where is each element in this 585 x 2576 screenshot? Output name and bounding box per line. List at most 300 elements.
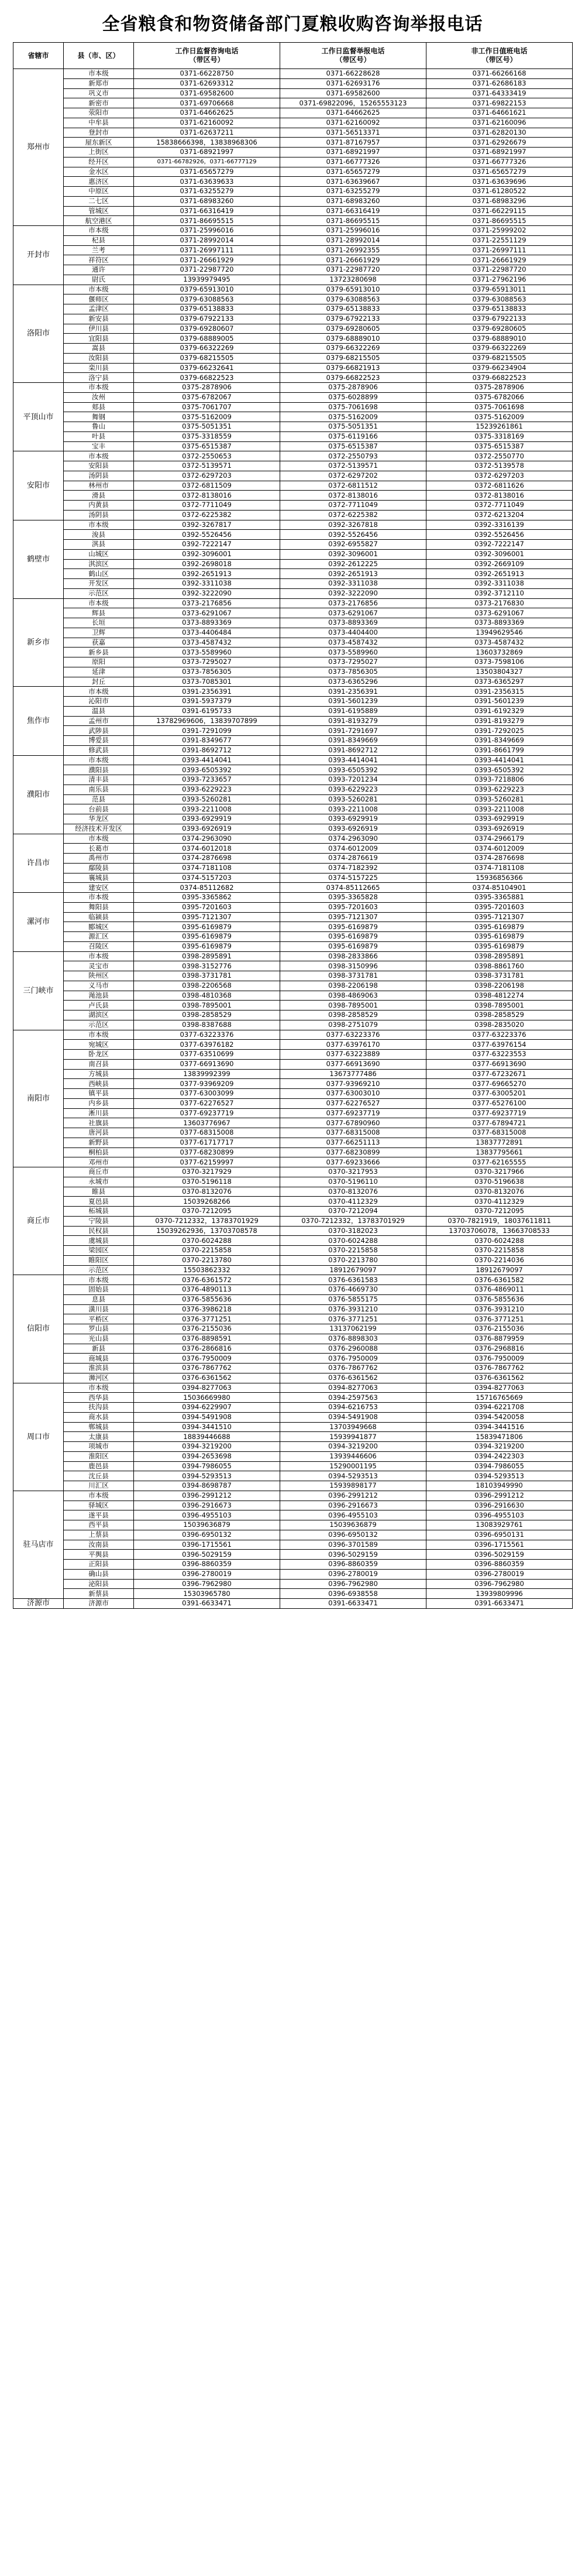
table-row: [13, 501, 573, 511]
county-cell: 上蔡县: [64, 1530, 134, 1540]
workday-consult-phone: 0371-68983260: [134, 196, 280, 206]
workday-consult-phone: 0374-2876698: [134, 854, 280, 864]
nonworkday-duty-phone: 0379-66822523: [426, 373, 573, 383]
workday-consult-phone: 0395-6169879: [134, 922, 280, 932]
table-row: [13, 834, 573, 844]
workday-report-phone: 0392-3096001: [280, 549, 426, 559]
city-cell: 安阳市: [13, 451, 64, 520]
nonworkday-duty-phone: 0377-63005201: [426, 1089, 573, 1099]
workday-consult-phone: 13839992399: [134, 1069, 280, 1079]
table-row: [13, 128, 573, 138]
table-row: [13, 736, 573, 746]
table-row: [13, 1138, 573, 1147]
nonworkday-duty-phone: 0396-8860359: [426, 1560, 573, 1570]
workday-report-phone: 0377-63223376: [280, 1030, 426, 1040]
workday-report-phone: 0372-6225382: [280, 510, 426, 520]
table-row: [13, 854, 573, 864]
workday-consult-phone: 0373-7085301: [134, 677, 280, 687]
table-row: [13, 304, 573, 314]
workday-report-phone: 0377-63976170: [280, 1040, 426, 1050]
workday-report-phone: 0371-22987720: [280, 265, 426, 275]
table-row: [13, 1599, 573, 1609]
county-cell: 唐河县: [64, 1128, 134, 1138]
table-row: [13, 235, 573, 245]
workday-consult-phone: 0371-69706668: [134, 98, 280, 108]
workday-consult-phone: 0396-2780019: [134, 1569, 280, 1579]
table-row: [13, 471, 573, 481]
nonworkday-duty-phone: 0379-66234904: [426, 363, 573, 373]
table-row: [13, 941, 573, 951]
workday-consult-phone: 0396-8860359: [134, 1560, 280, 1570]
table-row: [13, 392, 573, 402]
county-cell: 航空港区: [64, 216, 134, 226]
table-row: [13, 108, 573, 118]
table-row: [13, 334, 573, 344]
workday-report-phone: 0391-6195889: [280, 706, 426, 716]
county-cell: 市本级: [64, 69, 134, 79]
city-cell: 三门峡市: [13, 951, 64, 1030]
table-row: [13, 1030, 573, 1040]
table-row: [13, 588, 573, 598]
workday-report-phone: 0376-8898303: [280, 1334, 426, 1344]
workday-report-phone: 0394-3219200: [280, 1442, 426, 1452]
table-row: [13, 1530, 573, 1540]
workday-consult-phone: 0376-7867762: [134, 1364, 280, 1373]
table-row: [13, 1412, 573, 1422]
table-row: [13, 1059, 573, 1069]
workday-consult-phone: 0374-2963090: [134, 834, 280, 844]
table-row: [13, 177, 573, 187]
workday-report-phone: 0370-2215858: [280, 1246, 426, 1256]
workday-report-phone: 0371-62160092: [280, 118, 426, 128]
county-cell: 柘城县: [64, 1207, 134, 1217]
county-cell: 孟州市: [64, 716, 134, 726]
table-row: [13, 1560, 573, 1570]
nonworkday-duty-phone: 0371-65657279: [426, 167, 573, 177]
table-row: [13, 657, 573, 667]
workday-report-phone: 0391-8193279: [280, 716, 426, 726]
workday-consult-phone: 0379-63088563: [134, 294, 280, 304]
workday-consult-phone: 0391-8692712: [134, 745, 280, 755]
nonworkday-duty-phone: 0371-86695515: [426, 216, 573, 226]
workday-consult-phone: 0376-3986218: [134, 1304, 280, 1314]
workday-report-phone: 0394-5491908: [280, 1412, 426, 1422]
workday-consult-phone: 0392-3222090: [134, 588, 280, 598]
workday-consult-phone: 0392-2651913: [134, 569, 280, 579]
county-cell: 扶沟县: [64, 1403, 134, 1413]
nonworkday-duty-phone: 0398-8861760: [426, 961, 573, 971]
workday-consult-phone: 0396-7962980: [134, 1579, 280, 1589]
nonworkday-duty-phone: 0371-22551129: [426, 235, 573, 245]
nonworkday-duty-phone: 0374-7181108: [426, 863, 573, 873]
workday-consult-phone: 0376-5855636: [134, 1294, 280, 1304]
workday-report-phone: 13703949668: [280, 1422, 426, 1432]
workday-report-phone: 0373-8893369: [280, 618, 426, 628]
county-cell: 市本级: [64, 893, 134, 903]
table-row: [13, 461, 573, 471]
nonworkday-duty-phone: 0377-63223376: [426, 1030, 573, 1040]
county-cell: 桐柏县: [64, 1147, 134, 1157]
county-cell: 民权县: [64, 1226, 134, 1236]
county-cell: 通许: [64, 265, 134, 275]
table-row: [13, 687, 573, 697]
workday-consult-phone: 0398-3152776: [134, 961, 280, 971]
workday-report-phone: 0393-4414041: [280, 755, 426, 765]
county-cell: 华龙区: [64, 814, 134, 824]
county-cell: 淇滨区: [64, 559, 134, 569]
county-cell: 正阳县: [64, 1560, 134, 1570]
nonworkday-duty-phone: 0375-2878906: [426, 383, 573, 393]
table-row: [13, 1314, 573, 1324]
county-cell: 邓州市: [64, 1157, 134, 1167]
county-cell: 南乐县: [64, 785, 134, 794]
table-row: [13, 1540, 573, 1550]
table-row: [13, 441, 573, 451]
table-row: [13, 1520, 573, 1530]
nonworkday-duty-phone: 0374-2966179: [426, 834, 573, 844]
table-row: [13, 775, 573, 785]
workday-report-phone: 0393-6505392: [280, 765, 426, 775]
workday-report-phone: 0371-68983260: [280, 196, 426, 206]
workday-consult-phone: 0375-7061707: [134, 402, 280, 412]
table-row: [13, 1344, 573, 1354]
workday-consult-phone: 0394-2653698: [134, 1451, 280, 1461]
nonworkday-duty-phone: 0376-5855636: [426, 1294, 573, 1304]
table-row: [13, 569, 573, 579]
county-cell: 临颍县: [64, 912, 134, 922]
table-row: [13, 1579, 573, 1589]
workday-report-phone: 0370-6024288: [280, 1236, 426, 1246]
county-cell: 叶县: [64, 431, 134, 441]
county-cell: 淇县: [64, 540, 134, 550]
workday-consult-phone: 0377-62159997: [134, 1157, 280, 1167]
nonworkday-duty-phone: 0373-6291067: [426, 608, 573, 618]
nonworkday-duty-phone: 0394-2422303: [426, 1451, 573, 1461]
nonworkday-duty-phone: 0392-3096001: [426, 549, 573, 559]
workday-consult-phone: 0370-2213780: [134, 1255, 280, 1265]
county-cell: 二七区: [64, 196, 134, 206]
table-row: [13, 294, 573, 304]
workday-report-phone: 0377-68315008: [280, 1128, 426, 1138]
workday-consult-phone: 0391-5937379: [134, 697, 280, 707]
nonworkday-duty-phone: 0372-2550770: [426, 451, 573, 461]
county-cell: 偃师区: [64, 294, 134, 304]
county-cell: 市本级: [64, 1491, 134, 1501]
workday-report-phone: 0393-5260281: [280, 794, 426, 804]
table-row: [13, 265, 573, 275]
workday-consult-phone: 0374-7181108: [134, 863, 280, 873]
table-row: [13, 1471, 573, 1481]
county-cell: 林州市: [64, 481, 134, 491]
workday-report-phone: 0371-69822096，15265553123: [280, 98, 426, 108]
nonworkday-duty-phone: 0375-3318169: [426, 431, 573, 441]
workday-report-phone: 0372-6297202: [280, 471, 426, 481]
nonworkday-duty-phone: 0372-7711049: [426, 501, 573, 511]
nonworkday-duty-phone: 0393-6926919: [426, 824, 573, 834]
county-cell: 平舆县: [64, 1550, 134, 1560]
county-cell: 范县: [64, 794, 134, 804]
county-cell: 项城市: [64, 1442, 134, 1452]
table-row: [13, 922, 573, 932]
table-row: [13, 1481, 573, 1491]
table-row: [13, 88, 573, 98]
workday-consult-phone: 0372-8138016: [134, 491, 280, 501]
table-row: [13, 78, 573, 88]
workday-consult-phone: 0395-7121307: [134, 912, 280, 922]
county-cell: 经济技术开发区: [64, 824, 134, 834]
county-cell: 金水区: [64, 167, 134, 177]
workday-report-phone: 0396-2991212: [280, 1491, 426, 1501]
county-cell: 祥符区: [64, 255, 134, 265]
nonworkday-duty-phone: 0370-7212095: [426, 1207, 573, 1217]
workday-report-phone: 0375-7061698: [280, 402, 426, 412]
table-row: [13, 1246, 573, 1256]
nonworkday-duty-phone: 0376-4869011: [426, 1285, 573, 1295]
nonworkday-duty-phone: 13083929761: [426, 1520, 573, 1530]
workday-report-phone: 0376-7867762: [280, 1364, 426, 1373]
workday-report-phone: 0376-7950009: [280, 1354, 426, 1364]
header-city: 省辖市: [13, 43, 64, 69]
workday-report-phone: 0391-6633471: [280, 1599, 426, 1609]
workday-consult-phone: 0377-68230899: [134, 1147, 280, 1157]
nonworkday-duty-phone: 13837795661: [426, 1147, 573, 1157]
nonworkday-duty-phone: 0398-4812274: [426, 991, 573, 1001]
workday-consult-phone: 0371-63255279: [134, 187, 280, 197]
nonworkday-duty-phone: 0371-62926679: [426, 138, 573, 148]
table-row: [13, 1118, 573, 1128]
county-cell: 栾川县: [64, 363, 134, 373]
workday-report-phone: 0398-2751079: [280, 1020, 426, 1030]
county-cell: 新安县: [64, 314, 134, 324]
workday-consult-phone: 0377-62276527: [134, 1098, 280, 1108]
workday-consult-phone: 0395-3365862: [134, 893, 280, 903]
county-cell: 宝丰: [64, 441, 134, 451]
table-row: [13, 932, 573, 942]
county-cell: 登封市: [64, 128, 134, 138]
header-workday: 工作日监督咨询电话 （带区号）: [134, 43, 280, 69]
table-row: [13, 559, 573, 569]
county-cell: 濮阳县: [64, 765, 134, 775]
county-cell: 淮阳区: [64, 1451, 134, 1461]
table-row: [13, 1550, 573, 1560]
nonworkday-duty-phone: 0395-7121307: [426, 912, 573, 922]
table-row: [13, 187, 573, 197]
county-cell: 卧龙区: [64, 1050, 134, 1060]
workday-report-phone: 0370-7212332，13783701929: [280, 1216, 426, 1226]
table-row: [13, 1147, 573, 1157]
nonworkday-duty-phone: 0379-66322269: [426, 344, 573, 354]
county-cell: 惠济区: [64, 177, 134, 187]
nonworkday-duty-phone: 0396-5029159: [426, 1550, 573, 1560]
nonworkday-duty-phone: 15239261861: [426, 422, 573, 432]
workday-consult-phone: 0371-86695515: [134, 216, 280, 226]
workday-report-phone: 0371-66777326: [280, 157, 426, 167]
table-row: [13, 677, 573, 687]
county-cell: 新野县: [64, 1138, 134, 1147]
workday-report-phone: 0376-3931210: [280, 1304, 426, 1314]
workday-report-phone: 0372-8138016: [280, 491, 426, 501]
table-row: [13, 431, 573, 441]
workday-consult-phone: 0372-6225382: [134, 510, 280, 520]
workday-consult-phone: 0374-85112682: [134, 883, 280, 893]
workday-report-phone: 0395-6169879: [280, 932, 426, 942]
table-row: [13, 206, 573, 216]
table-row: [13, 618, 573, 628]
workday-consult-phone: 0379-68215505: [134, 353, 280, 363]
nonworkday-duty-phone: 0372-8138016: [426, 491, 573, 501]
workday-report-phone: 0393-2211008: [280, 804, 426, 814]
county-cell: 舞阳县: [64, 902, 134, 912]
county-cell: 清丰县: [64, 775, 134, 785]
workday-consult-phone: 0398-4810368: [134, 991, 280, 1001]
workday-report-phone: 0377-66251113: [280, 1138, 426, 1147]
workday-report-phone: 0395-6169879: [280, 941, 426, 951]
county-cell: 鲁山: [64, 422, 134, 432]
workday-consult-phone: 0379-65138833: [134, 304, 280, 314]
workday-consult-phone: 0377-63976182: [134, 1040, 280, 1050]
county-cell: 汝阳县: [64, 353, 134, 363]
workday-report-phone: 0377-63003010: [280, 1089, 426, 1099]
county-cell: 宁陵县: [64, 1216, 134, 1226]
workday-report-phone: 0371-64662625: [280, 108, 426, 118]
workday-consult-phone: 0393-6505392: [134, 765, 280, 775]
nonworkday-duty-phone: 0373-8893369: [426, 618, 573, 628]
county-cell: 宜阳县: [64, 334, 134, 344]
county-cell: 市本级: [64, 226, 134, 236]
county-cell: 义马市: [64, 981, 134, 991]
nonworkday-duty-phone: 0371-27962196: [426, 275, 573, 285]
table-row: [13, 1294, 573, 1304]
workday-report-phone: 0375-6028899: [280, 392, 426, 402]
county-cell: 中牟县: [64, 118, 134, 128]
county-cell: 汝南县: [64, 1540, 134, 1550]
workday-consult-phone: 0393-7233657: [134, 775, 280, 785]
table-row: [13, 451, 573, 461]
workday-report-phone: 13939446606: [280, 1451, 426, 1461]
workday-report-phone: 0371-26661929: [280, 255, 426, 265]
header-nonworkday: 非工作日值班电话 （带区号）: [426, 43, 573, 69]
nonworkday-duty-phone: 0395-6169879: [426, 922, 573, 932]
county-cell: 陕州区: [64, 971, 134, 981]
nonworkday-duty-phone: 0395-3365881: [426, 893, 573, 903]
workday-consult-phone: 0376-2155036: [134, 1324, 280, 1334]
county-cell: 山城区: [64, 549, 134, 559]
table-row: [13, 549, 573, 559]
county-cell: 渑池县: [64, 991, 134, 1001]
workday-consult-phone: 0373-4406484: [134, 628, 280, 638]
table-row: [13, 373, 573, 383]
nonworkday-duty-phone: 0377-69237719: [426, 1108, 573, 1118]
nonworkday-duty-phone: 0396-1715561: [426, 1540, 573, 1550]
workday-consult-phone: 0376-8898591: [134, 1334, 280, 1344]
workday-report-phone: 0373-4587432: [280, 638, 426, 648]
table-row: [13, 1403, 573, 1413]
workday-report-phone: 13137062199: [280, 1324, 426, 1334]
table-row: [13, 1432, 573, 1442]
nonworkday-duty-phone: 0371-62686183: [426, 78, 573, 88]
workday-report-phone: 0396-6938558: [280, 1589, 426, 1599]
nonworkday-duty-phone: 0396-6950131: [426, 1530, 573, 1540]
table-row: [13, 1569, 573, 1579]
county-cell: 市本级: [64, 1275, 134, 1285]
table-row: [13, 118, 573, 128]
table-row: [13, 1265, 573, 1275]
table-row: [13, 285, 573, 294]
county-cell: 市本级: [64, 285, 134, 294]
workday-consult-phone: 0377-63003099: [134, 1089, 280, 1099]
nonworkday-duty-phone: 0391-8661799: [426, 745, 573, 755]
workday-consult-phone: 0370-5196118: [134, 1177, 280, 1187]
nonworkday-duty-phone: 0371-68983296: [426, 196, 573, 206]
workday-report-phone: 0396-8860359: [280, 1560, 426, 1570]
workday-consult-phone: 0393-4414041: [134, 755, 280, 765]
workday-consult-phone: 0371-64662625: [134, 108, 280, 118]
workday-report-phone: 0371-65657279: [280, 167, 426, 177]
county-cell: 市本级: [64, 598, 134, 608]
table-row: [13, 1001, 573, 1010]
workday-consult-phone: 0393-6926919: [134, 824, 280, 834]
workday-report-phone: 0372-2550793: [280, 451, 426, 461]
nonworkday-duty-phone: 18103949990: [426, 1481, 573, 1491]
workday-report-phone: 0379-66322269: [280, 344, 426, 354]
table-row: [13, 245, 573, 255]
nonworkday-duty-phone: 0377-63223553: [426, 1050, 573, 1060]
workday-consult-phone: 0395-7201603: [134, 902, 280, 912]
workday-report-phone: 0398-4869063: [280, 991, 426, 1001]
nonworkday-duty-phone: 0392-3311038: [426, 579, 573, 589]
table-row: [13, 98, 573, 108]
workday-report-phone: 0371-63639667: [280, 177, 426, 187]
table-row: [13, 873, 573, 883]
nonworkday-duty-phone: 0396-2780019: [426, 1569, 573, 1579]
nonworkday-duty-phone: 15936856366: [426, 873, 573, 883]
table-row: [13, 648, 573, 657]
workday-report-phone: 0370-3182023: [280, 1226, 426, 1236]
county-cell: 新县: [64, 1344, 134, 1354]
county-cell: 市本级: [64, 1030, 134, 1040]
nonworkday-duty-phone: 0393-6505392: [426, 765, 573, 775]
workday-report-phone: 0392-2651913: [280, 569, 426, 579]
nonworkday-duty-phone: 15839471806: [426, 1432, 573, 1442]
table-row: [13, 1069, 573, 1079]
workday-report-phone: 0393-7201234: [280, 775, 426, 785]
workday-consult-phone: 0379-65913010: [134, 285, 280, 294]
workday-report-phone: 0395-7121307: [280, 912, 426, 922]
table-row: [13, 1275, 573, 1285]
nonworkday-duty-phone: 0392-3712110: [426, 588, 573, 598]
nonworkday-duty-phone: 0395-6169879: [426, 932, 573, 942]
workday-report-phone: 0395-3365828: [280, 893, 426, 903]
table-row: [13, 883, 573, 893]
table-row: [13, 1393, 573, 1403]
nonworkday-duty-phone: 0379-65913011: [426, 285, 573, 294]
workday-report-phone: 0394-8277063: [280, 1383, 426, 1393]
county-cell: 管城区: [64, 206, 134, 216]
table-row: [13, 314, 573, 324]
workday-report-phone: 0391-8692712: [280, 745, 426, 755]
table-row: [13, 706, 573, 716]
table-row: [13, 1197, 573, 1207]
table-row: [13, 804, 573, 814]
table-row: [13, 1304, 573, 1314]
workday-consult-phone: 0392-2698018: [134, 559, 280, 569]
workday-consult-phone: 0372-2550653: [134, 451, 280, 461]
nonworkday-duty-phone: 0396-4955103: [426, 1510, 573, 1520]
nonworkday-duty-phone: 15716765669: [426, 1393, 573, 1403]
table-row: [13, 1491, 573, 1501]
workday-report-phone: 0374-2876619: [280, 854, 426, 864]
table-row: [13, 530, 573, 540]
